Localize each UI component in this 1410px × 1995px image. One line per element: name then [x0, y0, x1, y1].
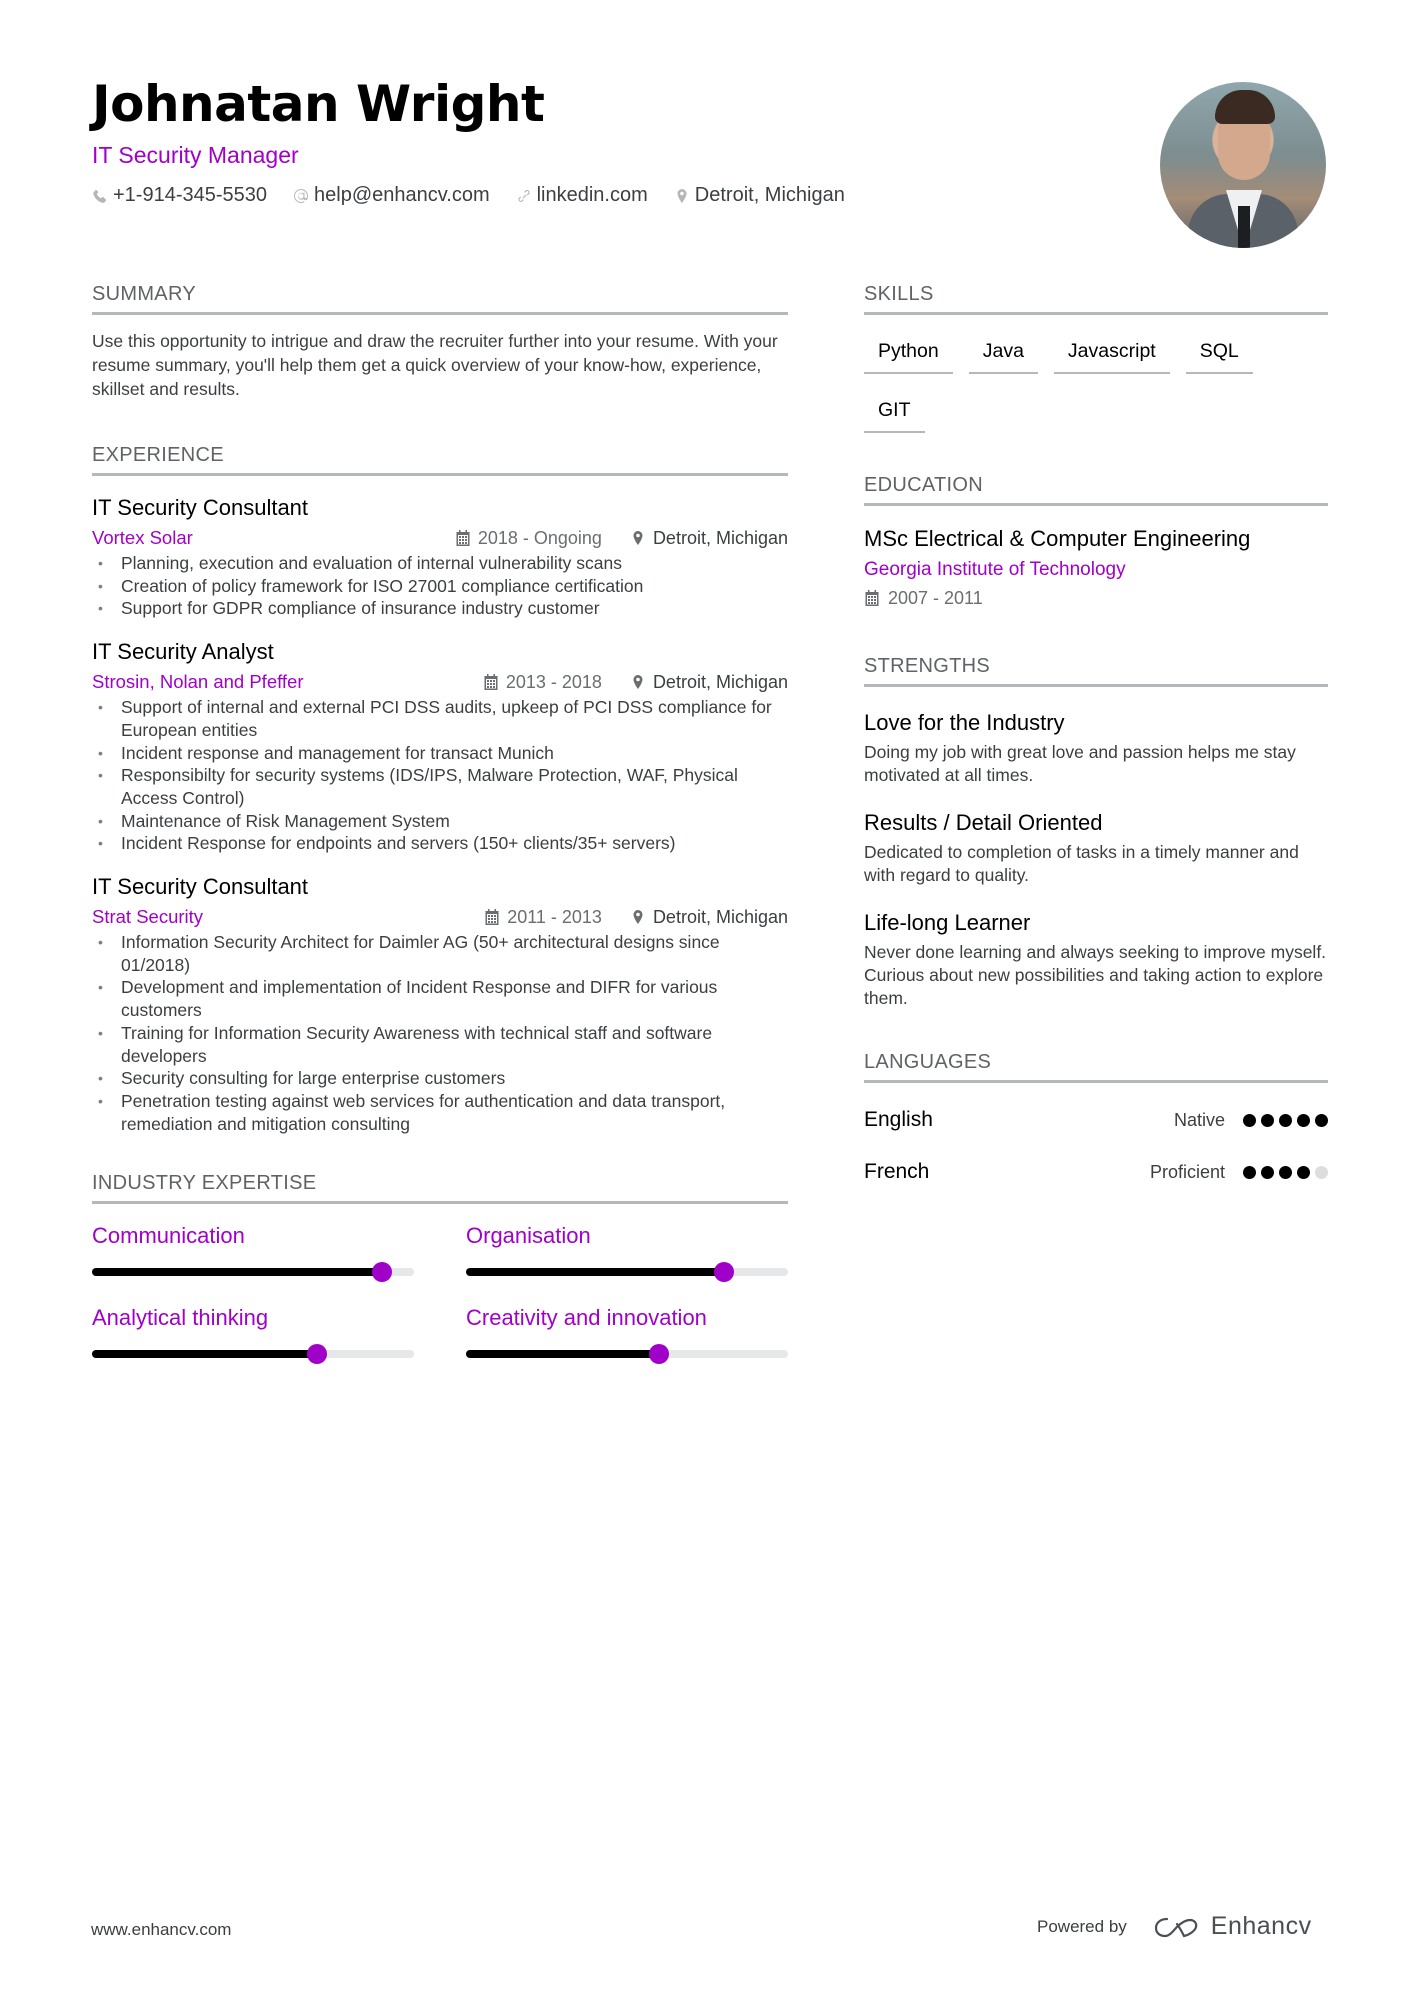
rating-dot-filled — [1243, 1166, 1256, 1179]
job-dates — [455, 526, 602, 550]
language-rating-dots — [1243, 1166, 1328, 1179]
job-bullet: • Incident response and management for transact Munich — [92, 742, 788, 765]
job-bullet: • Penetration testing against web services for authentication and data transport, remediation and mitigation consulting — [92, 1090, 788, 1135]
job-meta-right — [483, 670, 788, 694]
job-location-text: Detroit, Michigan — [652, 672, 788, 693]
job-entry — [92, 873, 788, 1135]
rating-dot-filled — [1261, 1166, 1274, 1179]
expertise-label: Communication — [92, 1223, 245, 1249]
expertise-item — [92, 1222, 414, 1276]
job-bullet: • Support of internal and external PCI DSS audits, upkeep of PCI DSS compliance for European entities — [92, 696, 788, 741]
industry-expertise-section — [92, 1171, 788, 1358]
right-column — [864, 282, 1328, 1187]
job-location — [630, 670, 788, 694]
strength-title: Results / Detail Oriented — [864, 810, 1103, 835]
phone-icon — [92, 188, 108, 204]
rating-dot-filled — [1297, 1114, 1310, 1127]
powered-by-label: Powered by — [1037, 1916, 1127, 1936]
degree-title: MSc Electrical & Computer Engineering — [864, 526, 1251, 551]
strengths-section — [864, 654, 1328, 1010]
job-bullets — [92, 696, 788, 855]
job-location — [630, 905, 788, 929]
job-dates — [484, 905, 602, 929]
job-location — [630, 526, 788, 550]
expertise-slider-fill — [466, 1268, 724, 1276]
job-title: IT Security Analyst — [92, 639, 274, 665]
expertise-slider-knob — [649, 1344, 669, 1364]
job-bullet: • Maintenance of Risk Management System — [92, 810, 788, 833]
expertise-slider-track — [92, 1268, 414, 1276]
education-dates — [864, 586, 1328, 610]
enhancv-logo-icon — [1153, 1914, 1201, 1940]
languages-section — [864, 1050, 1328, 1187]
job-dates — [483, 670, 602, 694]
job-meta-right — [455, 526, 788, 550]
location-pin-icon — [630, 909, 646, 925]
job-meta-right — [484, 905, 788, 929]
expertise-item — [466, 1222, 788, 1276]
link-icon — [516, 188, 532, 204]
skills-list — [864, 337, 1328, 433]
summary-text: Use this opportunity to intrigue and draw the recruiter further into your resume. With your resume summary, you'll help them get a quick overview of your know-how, experience, skillset and results. — [92, 331, 778, 399]
at-icon — [293, 188, 309, 204]
avatar-hair — [1215, 90, 1275, 124]
job-meta — [92, 905, 788, 929]
language-proficiency — [1150, 1162, 1328, 1183]
job-bullets — [92, 552, 788, 620]
company-name: Strosin, Nolan and Pfeffer — [92, 671, 304, 693]
footer-branding — [1037, 1912, 1312, 1941]
strength-title: Life-long Learner — [864, 910, 1031, 935]
candidate-title: IT Security Manager — [92, 142, 299, 168]
footer-website[interactable]: www.enhancv.com — [91, 1920, 232, 1939]
strength-item — [864, 809, 1328, 887]
section-title-strengths: STRENGTHS — [864, 654, 1328, 687]
skill-tag: Python — [864, 337, 953, 374]
job-bullets — [92, 931, 788, 1135]
location-pin-icon — [674, 188, 690, 204]
expertise-label: Organisation — [466, 1223, 591, 1249]
expertise-grid — [92, 1222, 788, 1358]
job-entry — [92, 494, 788, 620]
strength-title: Love for the Industry — [864, 710, 1065, 735]
rating-dot-empty — [1315, 1166, 1328, 1179]
skills-section — [864, 282, 1328, 433]
avatar — [1160, 82, 1326, 248]
language-rating-dots — [1243, 1114, 1328, 1127]
language-level: Native — [1173, 1109, 1225, 1130]
job-bullet: • Support for GDPR compliance of insurance industry customer — [92, 597, 788, 620]
expertise-slider-knob — [307, 1344, 327, 1364]
job-bullet: • Responsibilty for security systems (IDS/IPS, Malware Protection, WAF, Physical Access Control) — [92, 764, 788, 809]
job-meta — [92, 526, 788, 550]
contact-location — [674, 184, 845, 207]
rating-dot-filled — [1243, 1114, 1256, 1127]
job-dates-text: 2018 - Ongoing — [477, 528, 602, 548]
strength-description: Dedicated to completion of tasks in a timely manner and with regard to quality. — [864, 842, 1299, 885]
job-bullet: • Planning, execution and evaluation of internal vulnerability scans — [92, 552, 788, 575]
contact-email[interactable] — [293, 184, 490, 207]
avatar-tie — [1238, 206, 1250, 248]
expertise-slider-knob — [372, 1262, 392, 1282]
contact-bar — [92, 184, 1092, 207]
enhancv-brand-name: Enhancv — [1210, 1912, 1312, 1940]
strength-description: Doing my job with great love and passion helps me stay motivated at all times. — [864, 742, 1296, 785]
job-dates-text: 2013 - 2018 — [505, 672, 602, 693]
rating-dot-filled — [1315, 1114, 1328, 1127]
expertise-label: Analytical thinking — [92, 1305, 269, 1331]
experience-section — [92, 443, 788, 1135]
expertise-item — [466, 1304, 788, 1358]
expertise-label: Creativity and innovation — [466, 1305, 707, 1331]
job-bullet: • Security consulting for large enterprise customers — [92, 1067, 788, 1090]
rating-dot-filled — [1297, 1166, 1310, 1179]
expertise-item — [92, 1304, 414, 1358]
rating-dot-filled — [1279, 1166, 1292, 1179]
job-title: IT Security Consultant — [92, 874, 309, 900]
section-title-languages: LANGUAGES — [864, 1050, 1328, 1083]
summary-section — [92, 282, 788, 401]
strength-item — [864, 709, 1328, 787]
email-address: help@enhancv.com — [314, 184, 490, 206]
linkedin-link: linkedin.com — [536, 184, 648, 206]
section-title-skills: SKILLS — [864, 282, 1328, 315]
rating-dot-filled — [1261, 1114, 1274, 1127]
enhancv-logo[interactable] — [1153, 1912, 1312, 1941]
job-location-text: Detroit, Michigan — [652, 907, 788, 928]
school-name: Georgia Institute of Technology — [864, 559, 1126, 580]
education-dates-text: 2007 - 2011 — [888, 588, 983, 608]
language-level: Proficient — [1149, 1161, 1225, 1182]
skill-tag: Javascript — [1054, 337, 1170, 374]
location-pin-icon — [630, 530, 646, 546]
language-name: English — [864, 1108, 933, 1131]
expertise-slider-track — [466, 1268, 788, 1276]
expertise-slider-fill — [466, 1350, 659, 1358]
skill-tag: GIT — [864, 396, 925, 433]
expertise-slider-track — [92, 1350, 414, 1358]
language-row — [864, 1105, 1328, 1135]
expertise-slider-fill — [92, 1268, 382, 1276]
left-column — [92, 282, 788, 1358]
calendar-icon — [864, 590, 880, 606]
phone-number: +1-914-345-5530 — [113, 184, 268, 206]
job-title: IT Security Consultant — [92, 495, 309, 520]
resume-header — [92, 72, 1092, 207]
skill-tag: Java — [969, 337, 1038, 374]
contact-linkedin[interactable] — [516, 184, 648, 207]
education-section — [864, 473, 1328, 610]
company-name: Strat Security — [92, 906, 204, 928]
section-title-education: EDUCATION — [864, 473, 1328, 506]
rating-dot-filled — [1279, 1114, 1292, 1127]
location-text: Detroit, Michigan — [694, 184, 845, 206]
job-bullet: • Creation of policy framework for ISO 27001 compliance certification — [92, 575, 788, 598]
language-name: French — [864, 1160, 930, 1183]
section-title-summary: SUMMARY — [92, 282, 788, 315]
job-location-text: Detroit, Michigan — [652, 528, 788, 548]
section-title-experience: EXPERIENCE — [92, 443, 788, 476]
calendar-icon — [483, 674, 499, 690]
language-row — [864, 1157, 1328, 1187]
contact-phone[interactable] — [92, 184, 267, 207]
language-proficiency — [1174, 1110, 1328, 1131]
company-name: Vortex Solar — [92, 527, 193, 548]
expertise-slider-knob — [714, 1262, 734, 1282]
job-bullet: • Training for Information Security Awareness with technical staff and software developers — [92, 1022, 788, 1067]
job-bullet: • Incident Response for endpoints and servers (150+ clients/35+ servers) — [92, 832, 788, 855]
job-dates-text: 2011 - 2013 — [507, 907, 602, 928]
job-entry — [92, 638, 788, 855]
expertise-slider-track — [466, 1350, 788, 1358]
calendar-icon — [455, 530, 471, 546]
expertise-slider-fill — [92, 1350, 317, 1358]
section-title-expertise: INDUSTRY EXPERTISE — [92, 1171, 788, 1204]
skill-tag: SQL — [1186, 337, 1253, 374]
job-bullet: • Development and implementation of Incident Response and DIFR for various customers — [92, 976, 788, 1021]
strength-item — [864, 909, 1328, 1010]
job-meta — [92, 670, 788, 694]
location-pin-icon — [630, 674, 646, 690]
candidate-name: Johnatan Wright — [92, 75, 545, 133]
strength-description: Never done learning and always seeking to improve myself. Curious about new possibilities and taking action to explore them. — [864, 942, 1327, 1008]
job-bullet: • Information Security Architect for Daimler AG (50+ architectural designs since 01/2018) — [92, 931, 788, 976]
calendar-icon — [484, 909, 500, 925]
